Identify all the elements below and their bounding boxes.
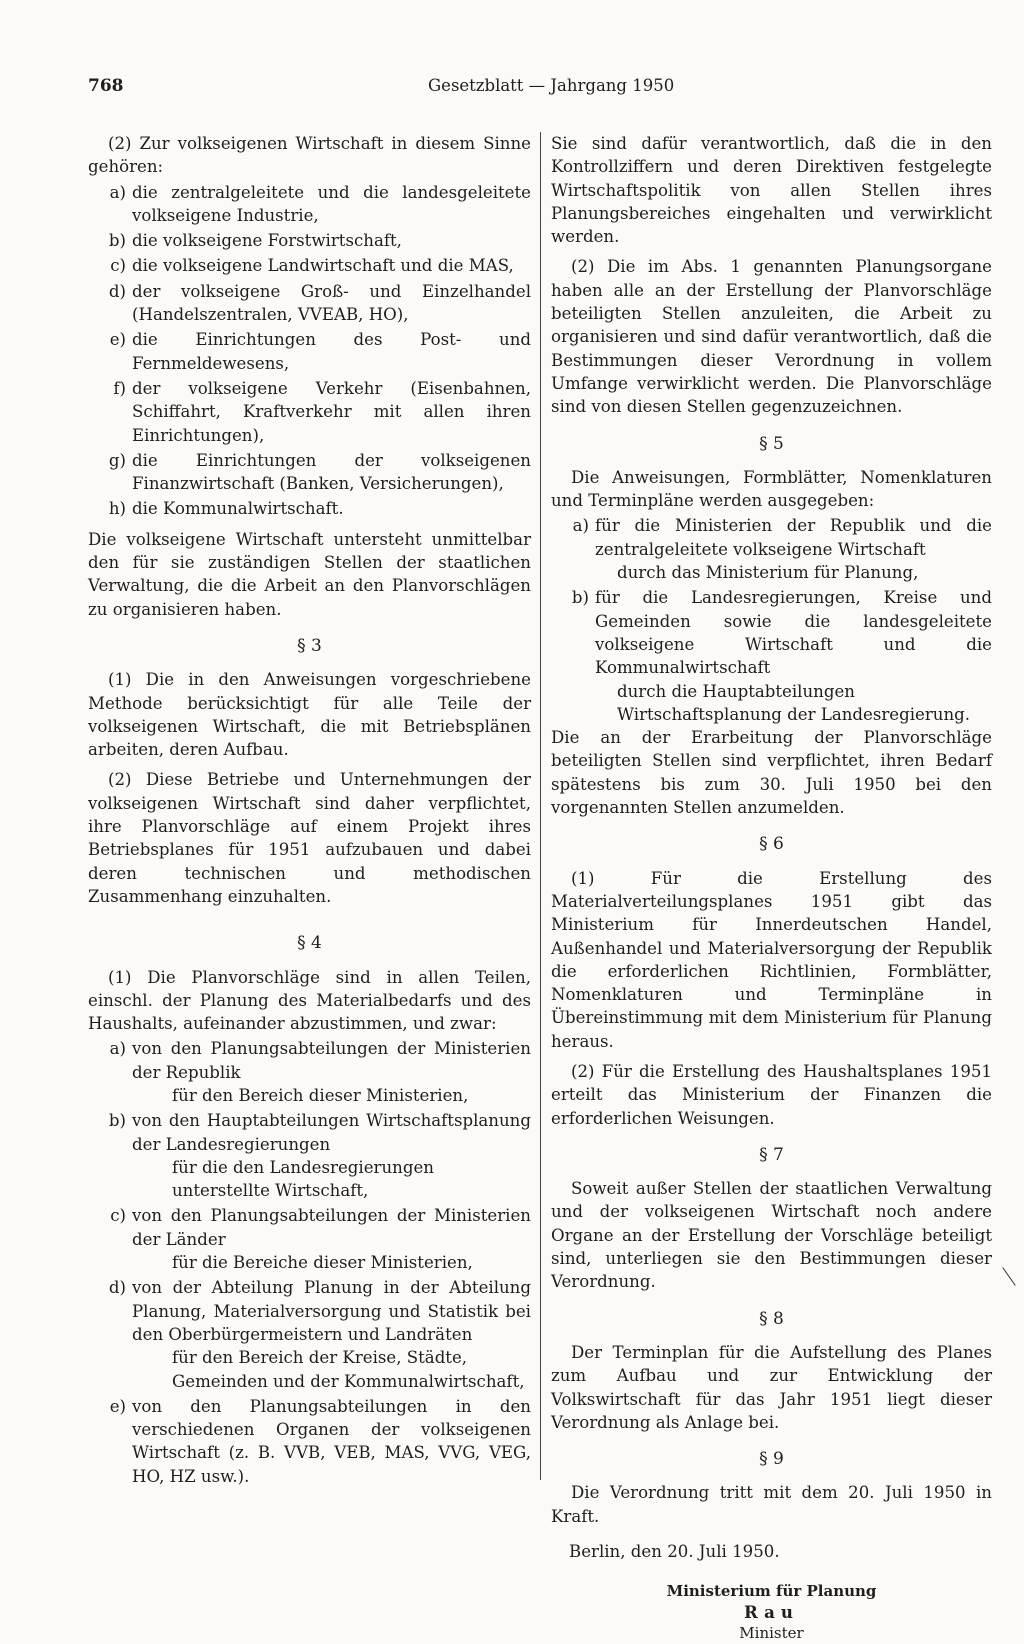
paragraph: (1) Die Planvorschläge sind in allen Teilen, einschl. der Planung des Materialbedarfs und des Haushalts, aufeinander abzustimmen, und zwar: (88, 967, 531, 1034)
list-item: b) die volkseigene Forstwirtschaft, (108, 231, 402, 251)
paragraph: Soweit außer Stellen der staatlichen Verwaltung und der volkseigenen Wirtschaft noch andere Organe an der Erstellung der Vorschläge beteiligt sind, unterliegen sie den Bestimmungen dieser Verordnung. (551, 1179, 992, 1292)
section-heading: § 3 (297, 635, 322, 656)
section-heading: § 6 (759, 834, 784, 855)
paragraph: Der Terminplan für die Aufstellung des Planes zum Aufbau und zur Entwicklung der Volkswirtschaft für das Jahr 1951 liegt dieser Verordnung als Anlage bei. (551, 1342, 992, 1432)
list-item: a) von den Planungsabteilungen der Ministerien der Republik (109, 1039, 531, 1082)
list-item: d) der volkseigene Groß- und Einzelhandel (Handelszentralen, VVEAB, HO), (108, 281, 531, 325)
paragraph: Die volkseigene Wirtschaft untersteht unmittelbar den für sie zuständigen Stellen der staatlichen Verwaltung, die die Arbeit an den Planvorschlägen zu organisieren haben. (88, 529, 531, 619)
paragraph: (2) Die im Abs. 1 genannten Planungsorgane haben alle an der Erstellung der Planvorschläge beteiligten Stellen anzuleiten, die Arbeit zu organisieren und sind dafür verantwortlich, daß die Bestimmungen dieser Verordnung in vollem Umfange verwirklicht werden. Die Planvorschläge sind von diesen Stellen gegenzuzeichnen. (551, 257, 992, 417)
list-item: f) der volkseigene Verkehr (Eisenbahnen, Schiffahrt, Kraftverkehr mit allen ihren Einrichtungen), (113, 378, 531, 445)
page-number: 768 (88, 76, 124, 96)
left-column (88, 132, 531, 1488)
list-item: h) die Kommunalwirtschaft. (108, 499, 344, 519)
paragraph: (2) Zur volkseigenen Wirtschaft in diesem Sinne gehören: (88, 134, 531, 177)
list-item: c) von den Planungsabteilungen der Ministerien der Länder (110, 1206, 531, 1249)
list-item: c) die volkseigene Landwirtschaft und die MAS, (110, 256, 514, 276)
signature-block (551, 1581, 992, 1644)
list-item: e) die Einrichtungen des Post- und Fernmeldewesens, (109, 330, 531, 373)
paragraph: (2) Diese Betriebe und Unternehmungen der volkseigenen Wirtschaft sind daher verpflichtet, ihre Planvorschläge auf einem Projekt ihres Betriebsplanes für 1951 aufzubauen und dabei deren technischen und methodischen Zusammenhang einzuhalten. (88, 770, 531, 906)
page-header (88, 76, 964, 104)
section-heading: § 5 (759, 433, 784, 454)
list-item: b) von den Hauptabteilungen Wirtschaftsplanung der Landesregierungen (108, 1111, 531, 1154)
list-item: a) für die Ministerien der Republik und die zentralgeleitete volkseigene Wirtschaft (572, 516, 992, 559)
section-heading: § 7 (759, 1144, 784, 1165)
list-item: e) von den Planungsabteilungen in den verschiedenen Organen der volkseigenen Wirtschaft (z. B. VVB, VEB, MAS, VVG, VEG, HO, HZ usw.). (109, 1396, 531, 1486)
margin-mark (1002, 1267, 1015, 1286)
paragraph: Die Verordnung tritt mit dem 20. Juli 1950 in Kraft. (551, 1483, 992, 1526)
signature-name: Rau (744, 1602, 799, 1623)
paragraph: Die an der Erarbeitung der Planvorschläge beteiligten Stellen sind verpflichtet, ihren Bedarf spätestens bis zum 30. Juli 1950 bei den vorgenannten Stellen anzumelden. (551, 728, 992, 818)
list-item: g) die Einrichtungen der volkseigenen Finanzwirtschaft (Banken, Versicherungen), (108, 450, 531, 494)
list-subline: durch die Hauptabteilungen Wirtschaftsplanung der Landesregierung. (617, 681, 971, 724)
section-heading: § 9 (759, 1449, 784, 1470)
list-item: a) die zentralgeleitete und die landesgeleitete volkseigene Industrie, (109, 182, 531, 225)
list-subline: für die Bereiche dieser Ministerien, (172, 1253, 473, 1273)
signature-organization: Ministerium für Planung (666, 1582, 877, 1601)
list-subline: durch das Ministerium für Planung, (617, 563, 919, 583)
paragraph: (1) Für die Erstellung des Materialverteilungsplanes 1951 gibt das Ministerium für Innerdeutschen Handel, Außenhandel und Materialversorgung der Republik die erforderlichen Richtlinien, Formblätter, Nomenklaturen und Terminpläne in Übereinstimmung mit dem Ministerium für Planung heraus. (551, 868, 992, 1051)
date-line: Berlin, den 20. Juli 1950. (569, 1542, 780, 1562)
paragraph: (2) Für die Erstellung des Haushaltsplanes 1951 erteilt das Ministerium der Finanzen die erforderlichen Weisungen. (551, 1061, 992, 1128)
list-item: b) für die Landesregierungen, Kreise und Gemeinden sowie die landesgeleitete volkseigene Wirtschaft und die Kommunalwirtschaft (571, 588, 992, 678)
list-item: d) von der Abteilung Planung in der Abteilung Planung, Materialversorgung und Statistik bei den Oberbürgermeistern und Landräten (108, 1278, 531, 1344)
paragraph: Die Anweisungen, Formblätter, Nomenklaturen und Terminpläne werden ausgegeben: (551, 467, 992, 511)
paragraph: (1) Die in den Anweisungen vorgeschriebene Methode berücksichtigt für alle Teile der volkseigenen Wirtschaft, die mit Betriebsplänen arbeiten, deren Aufbau. (88, 670, 531, 760)
section-heading: § 4 (297, 933, 322, 954)
list-subline: für die den Landesregierungen unterstellte Wirtschaft, (172, 1157, 434, 1201)
right-column (551, 132, 992, 1644)
running-title: Gesetzblatt — Jahrgang 1950 (428, 76, 675, 95)
section-heading: § 8 (759, 1308, 784, 1329)
list-subline: für den Bereich der Kreise, Städte, Gemeinden und der Kommunalwirtschaft, (172, 1348, 525, 1391)
signature-role: Minister (739, 1624, 804, 1643)
list-subline: für den Bereich dieser Ministerien, (172, 1085, 469, 1105)
paragraph: Sie sind dafür verantwortlich, daß die in den Kontrollziffern und deren Direktiven festgelegte Wirtschaftspolitik von allen Stellen ihres Planungsbereiches eingehalten und verwirklicht werden. (551, 134, 992, 247)
column-divider (540, 132, 541, 1480)
